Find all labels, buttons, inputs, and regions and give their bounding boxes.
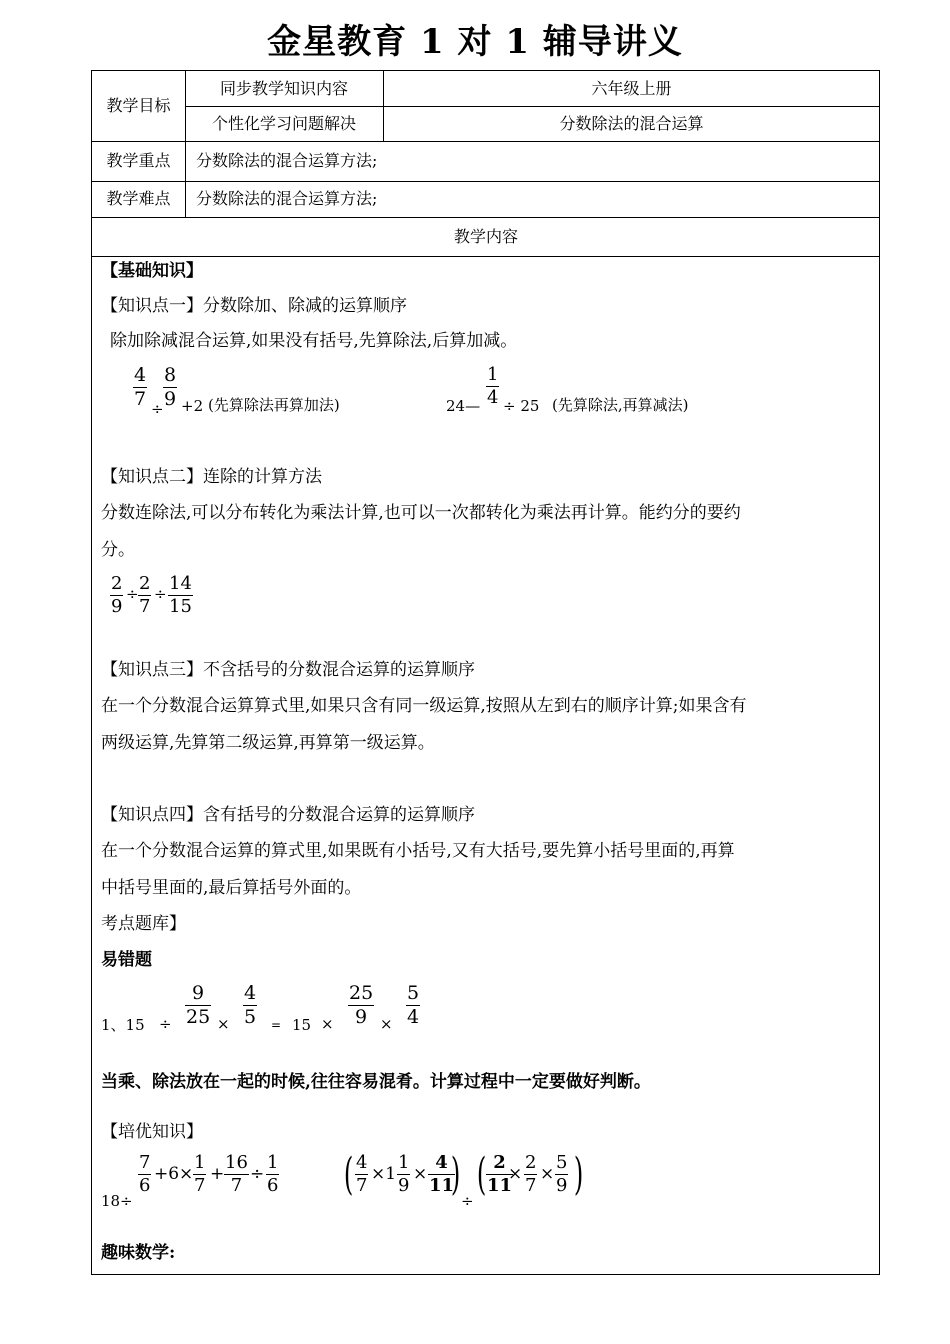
fraction: $\frac{1}{4}$ bbox=[487, 364, 499, 408]
operator: ÷ bbox=[159, 1015, 172, 1033]
point-three-heading: 【知识点三】不含括号的分数混合运算的运算顺序 bbox=[101, 660, 475, 680]
fun-math-heading: 趣味数学: bbox=[101, 1243, 176, 1263]
difficult-value: 分数除法的混合运算方法; bbox=[196, 189, 378, 208]
fraction: $\frac{5}{4}$ bbox=[407, 982, 420, 1028]
sync-label: 同步教学知识内容 bbox=[219, 79, 348, 98]
point-three-text: 在一个分数混合运算算式里,如果只含有同一级运算,按照从左到右的顺序计算;如果含有 bbox=[101, 696, 747, 716]
key-value: 分数除法的混合运算方法; bbox=[196, 151, 378, 170]
divider bbox=[185, 106, 880, 107]
left-paren: ( bbox=[476, 1149, 487, 1200]
personal-label: 个性化学习问题解决 bbox=[211, 114, 356, 133]
point-two-heading: 【知识点二】连除的计算方法 bbox=[101, 467, 322, 487]
point-four-text: 在一个分数混合运算的算式里,如果既有小括号,又有大括号,要先算小括号里面的,再算 bbox=[101, 841, 735, 861]
operator: ÷ bbox=[250, 1164, 265, 1184]
fraction: $\frac{14}{15}$ bbox=[169, 573, 192, 617]
operator: ÷ bbox=[461, 1192, 474, 1210]
fraction: $\frac{4}{7}$ bbox=[134, 364, 147, 410]
operator: ÷ bbox=[120, 1192, 133, 1210]
divider bbox=[92, 256, 880, 257]
fraction: $\frac{2}{7}$ bbox=[139, 573, 151, 617]
operator: + bbox=[210, 1164, 225, 1184]
divider bbox=[92, 181, 880, 182]
fraction: $\frac{1}{9}$ bbox=[398, 1152, 410, 1196]
operator: ÷ bbox=[154, 585, 167, 603]
personal-value: 分数除法的混合运算 bbox=[559, 114, 704, 133]
fraction: $\frac{2}{7}$ bbox=[525, 1152, 537, 1196]
equals: = bbox=[271, 1018, 282, 1032]
operand: ÷ 25 bbox=[503, 397, 540, 415]
goal-label: 教学目标 bbox=[106, 96, 171, 115]
divider bbox=[92, 141, 880, 142]
fraction: $\frac{4}{5}$ bbox=[244, 982, 257, 1028]
point-two-text: 分。 bbox=[101, 540, 135, 560]
point-one-heading: 【知识点一】分数除加、除减的运算顺序 bbox=[101, 296, 407, 316]
right-paren: ) bbox=[450, 1149, 461, 1200]
operator: ÷ bbox=[126, 585, 139, 603]
left-paren: ( bbox=[343, 1149, 354, 1200]
error-heading: 易错题 bbox=[101, 950, 152, 970]
point-four-text: 中括号里面的,最后算括号外面的。 bbox=[101, 878, 362, 898]
question-lead: 1、15 bbox=[101, 1016, 145, 1034]
fraction: $\frac{25}{9}$ bbox=[349, 982, 374, 1028]
operator: × bbox=[508, 1164, 523, 1184]
advanced-heading: 【培优知识】 bbox=[101, 1122, 203, 1142]
operator: × bbox=[380, 1015, 393, 1033]
operator: × bbox=[540, 1164, 555, 1184]
fraction: $\frac{4}{7}$ bbox=[356, 1152, 368, 1196]
note: (先算除法,再算减法) bbox=[552, 396, 689, 414]
fraction: $\frac{1}{6}$ bbox=[267, 1152, 279, 1196]
fraction: $\frac{1}{7}$ bbox=[194, 1152, 206, 1196]
point-one-text: 除加除减混合运算,如果没有括号,先算除法,后算加减。 bbox=[110, 331, 518, 351]
difficult-label: 教学难点 bbox=[106, 189, 171, 208]
fraction: $\frac{2}{9}$ bbox=[111, 573, 123, 617]
operator: × bbox=[413, 1164, 428, 1184]
bank-heading: 考点题库】 bbox=[101, 914, 186, 934]
sync-value: 六年级上册 bbox=[591, 79, 672, 98]
right-paren: ) bbox=[573, 1149, 584, 1200]
fraction: $\frac{8}{9}$ bbox=[164, 364, 177, 410]
fraction: $\frac{4}{11}$ bbox=[429, 1152, 455, 1196]
operator: ÷ bbox=[151, 400, 164, 418]
lesson-table bbox=[91, 70, 880, 1275]
fraction: $\frac{2}{11}$ bbox=[487, 1152, 513, 1196]
operand: 24— bbox=[446, 397, 481, 415]
divider bbox=[92, 217, 880, 218]
page-title: 金星教育 1 对 1 辅导讲义 bbox=[267, 22, 683, 62]
fraction: $\frac{16}{7}$ bbox=[225, 1152, 248, 1196]
operator: × bbox=[217, 1015, 230, 1033]
fraction: $\frac{5}{9}$ bbox=[556, 1152, 568, 1196]
fraction: $\frac{9}{25}$ bbox=[186, 982, 211, 1028]
operand: 18 bbox=[101, 1192, 121, 1210]
warning-text: 当乘、除法放在一起的时候,往往容易混肴。计算过程中一定要做好判断。 bbox=[101, 1072, 651, 1092]
key-label: 教学重点 bbox=[106, 151, 171, 170]
operator: +6× bbox=[154, 1164, 194, 1184]
content-label: 教学内容 bbox=[453, 227, 518, 246]
basic-heading: 【基础知识】 bbox=[101, 261, 203, 281]
point-three-text: 两级运算,先算第二级运算,再算第一级运算。 bbox=[101, 733, 435, 753]
point-two-text: 分数连除法,可以分布转化为乘法计算,也可以一次都转化为乘法再计算。能约分的要约 bbox=[101, 503, 741, 523]
note: (先算除法再算加法) bbox=[208, 396, 340, 414]
operand: 15 bbox=[292, 1016, 312, 1034]
point-four-heading: 【知识点四】含有括号的分数混合运算的运算顺序 bbox=[101, 805, 475, 825]
operator: ×1 bbox=[371, 1164, 397, 1184]
operator: × bbox=[321, 1015, 334, 1033]
operand: +2 bbox=[181, 397, 204, 415]
fraction: $\frac{7}{6}$ bbox=[139, 1152, 151, 1196]
